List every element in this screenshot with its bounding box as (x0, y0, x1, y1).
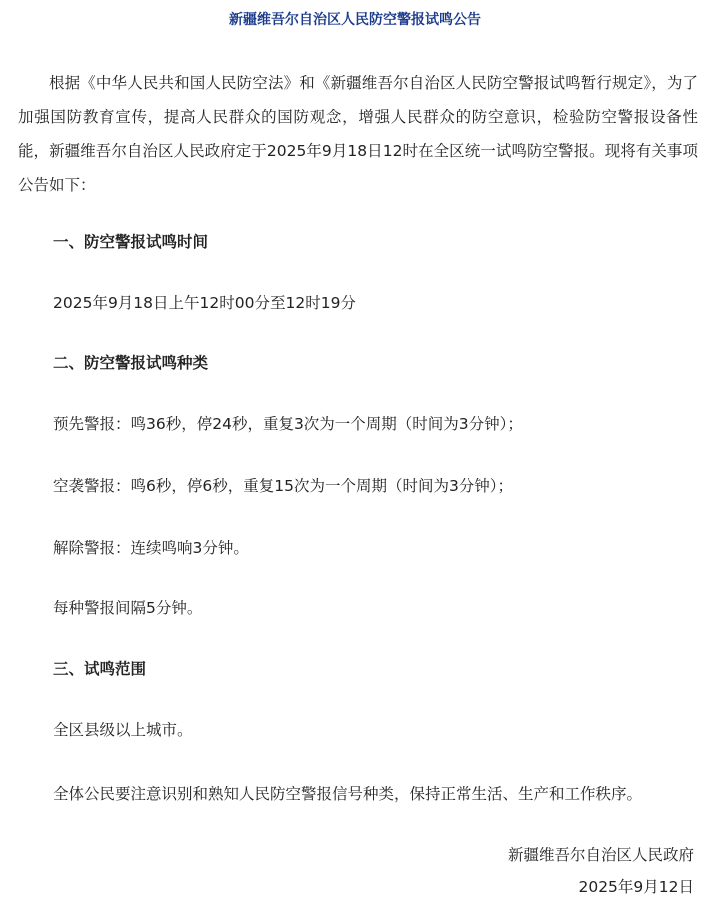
section-1-heading: 一、防空警报试鸣时间 (53, 233, 209, 251)
alert-interval-text: 每种警报间隔5分钟。 (53, 599, 203, 617)
trial-scope-text: 全区县级以上城市。 (53, 721, 193, 739)
section-3-heading: 三、试鸣范围 (53, 660, 147, 678)
announcement-title: 新疆维吾尔自治区人民防空警报试鸣公告 (229, 12, 481, 28)
air-raid-alert-text: 空袭警报：鸣6秒，停6秒，重复15次为一个周期（时间为3分钟）； (53, 477, 514, 495)
warning-alert-text: 预先警报：鸣36秒，停24秒，重复3次为一个周期（时间为3分钟）； (53, 415, 523, 433)
intro-paragraph: 根据《中华人民共和国人民防空法》和《新疆维吾尔自治区人民防空警报试鸣暂行规定》，为了加强国防教育宣传，提高人民群众的国防观念，增强人民群众的防空意识，检验防空警报设备性能，新疆维吾尔自治区人民政府定于2025年9月18日12时在全区统一试鸣防空警报。现将有关事项公告如下： (18, 74, 698, 194)
release-alert-text: 解除警报：连续鸣响3分钟。 (53, 539, 249, 557)
trial-time-text: 2025年9月18日上午12时00分至12时19分 (53, 294, 356, 312)
issue-date: 2025年9月12日 (578, 878, 694, 896)
section-2-heading: 二、防空警报试鸣种类 (53, 354, 209, 372)
closing-paragraph: 全体公民要注意识别和熟知人民防空警报信号种类，保持正常生活、生产和工作秩序。 (53, 785, 643, 803)
issuer-signature: 新疆维吾尔自治区人民政府 (507, 846, 694, 864)
